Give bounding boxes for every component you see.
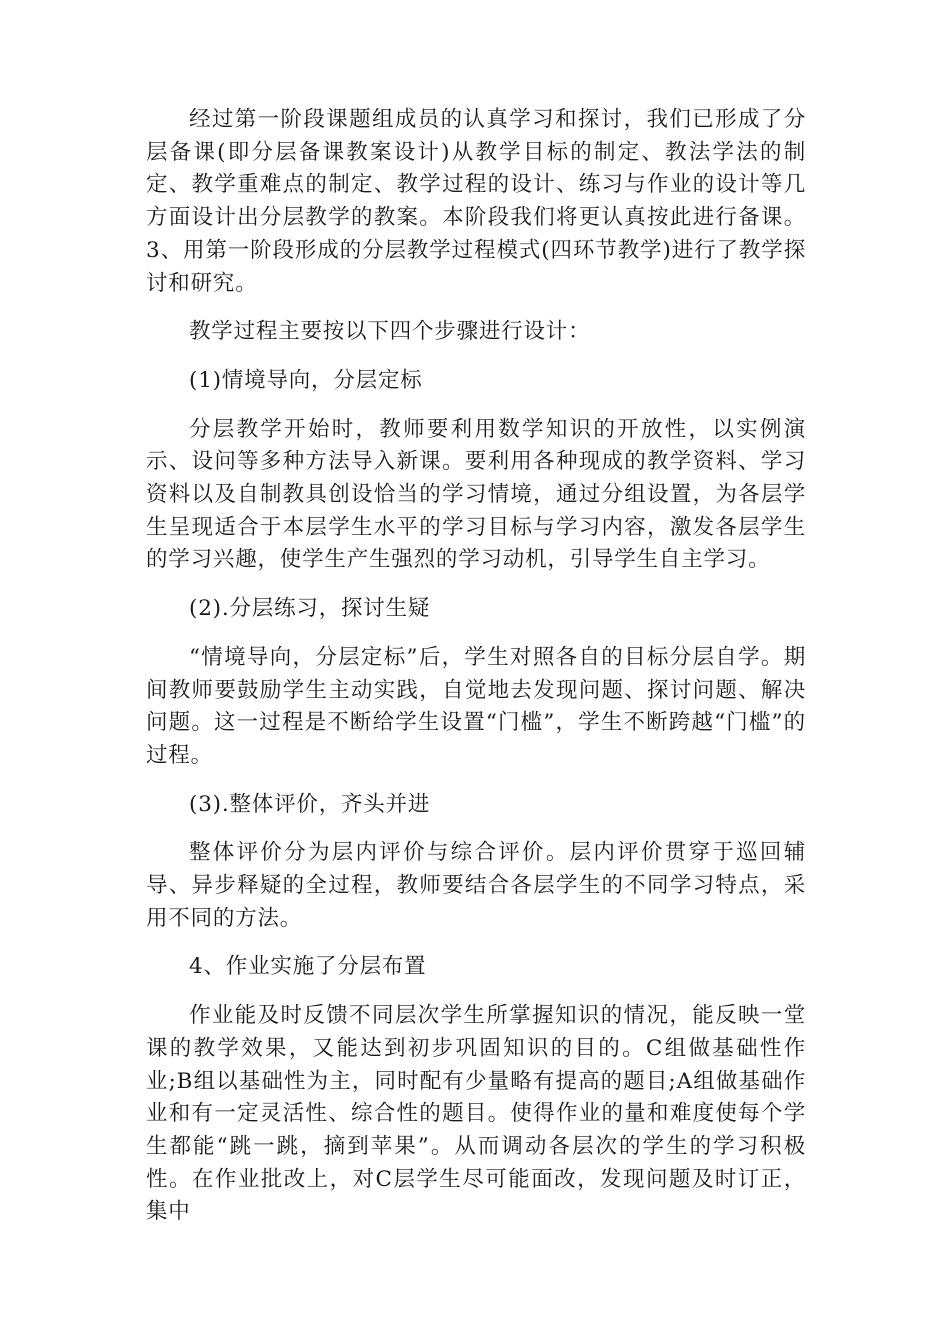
document-body	[146, 104, 806, 1245]
paragraph-steps-intro: 教学过程主要按以下四个步骤进行设计：	[189, 319, 591, 345]
heading-step-3: (3).整体评价，齐头并进	[189, 791, 431, 817]
heading-homework: 4、作业实施了分层布置	[189, 954, 427, 980]
paragraph-step-2: “情境导向，分层定标”后，学生对照各自的目标分层自学。期间教师要鼓励学生主动实践，自觉地去发现问题、探讨问题、解决问题。这一过程是不断给学生设置“门槛”，学生不断跨越“门槛”的过程。	[146, 644, 806, 768]
paragraph-homework: 作业能及时反馈不同层次学生所掌握知识的情况，能反映一堂课的教学效果，又能达到初步巩固知识的目的。C组做基础性作业;B组以基础性为主，同时配有少量略有提高的题目;A组做基础作业和有一定灵活性、综合性的题目。使得作业的量和难度使每个学生都能“跳一跳，摘到苹果”。从而调动各层次的学生的学习积极性。在作业批改上，对C层学生尽可能面改，发现问题及时订正，集中	[146, 1003, 806, 1225]
paragraph-intro: 经过第一阶段课题组成员的认真学习和探讨，我们已形成了分层备课(即分层备课教案设计)从教学目标的制定、教法学法的制定、教学重难点的制定、教学过程的设计、练习与作业的设计等几方面设计出分层教学的教案。本阶段我们将更认真按此进行备课。3、用第一阶段形成的分层教学过程模式(四环节教学)进行了教学探讨和研究。	[146, 107, 806, 296]
paragraph-step-1: 分层教学开始时，教师要利用数学知识的开放性，以实例演示、设问等多种方法导入新课。要利用各种现成的教学资料、学习资料以及自制教具创设恰当的学习情境，通过分组设置，为各层学生呈现适合于本层学生水平的学习目标与学习内容，激发各层学生的学习兴趣，使学生产生强烈的学习动机，引导学生自主学习。	[146, 416, 806, 573]
paragraph-step-3: 整体评价分为层内评价与综合评价。层内评价贯穿于巡回辅导、异步释疑的全过程，教师要结合各层学生的不同学习特点，采用不同的方法。	[146, 840, 806, 931]
heading-step-1: (1)情境导向，分层定标	[189, 367, 423, 393]
heading-step-2: (2).分层练习，探讨生疑	[189, 596, 431, 622]
